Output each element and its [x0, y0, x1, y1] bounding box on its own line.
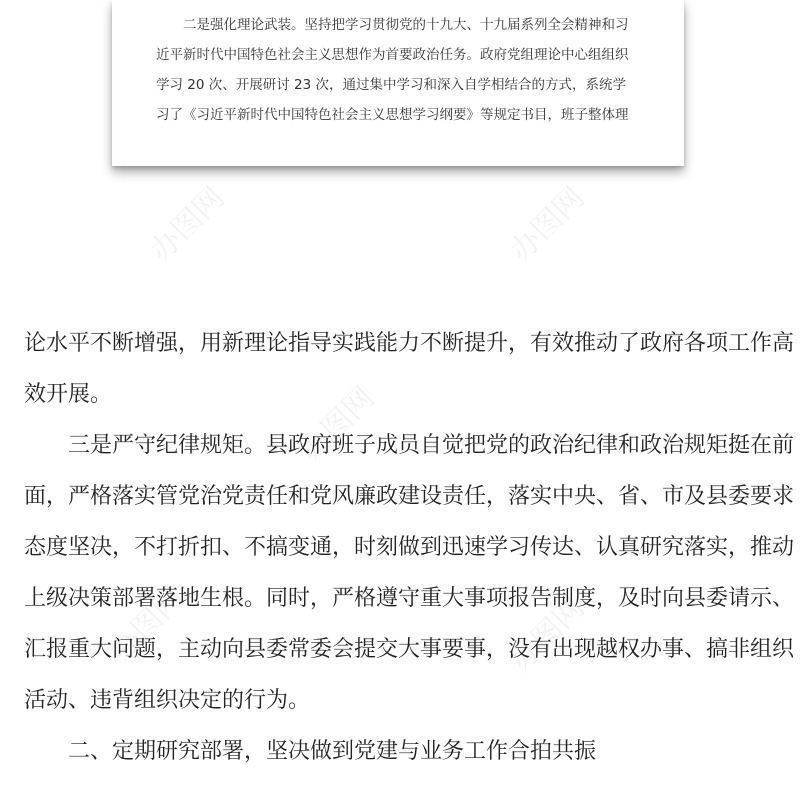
body-line-9: 二、定期研究部署，坚决做到党建与业务工作合拍共振 — [68, 739, 597, 764]
card-line-3: 学习 20 次、开展研讨 23 次，通过集中学习和深入自学相结合的方式，系统学 — [156, 77, 627, 93]
watermark: 办图网 — [293, 380, 382, 469]
body-line-8: 活动、违背组织决定的行为。 — [24, 688, 311, 713]
body-text — [24, 318, 795, 777]
card-line-1: 二是强化理论武装。坚持把学习贯彻党的十九大、十九届系列全会精神和习 — [183, 17, 629, 33]
body-line-6: 上级决策部署落地生根。同时，严格遵守重大事项报告制度，及时向县委请示、 — [24, 586, 795, 611]
card-line-2: 近平新时代中国特色社会主义思想作为首要政治任务。政府党组理论中心组组织 — [156, 47, 629, 63]
watermark: 办图网 — [103, 580, 192, 669]
card-line-4: 习了《习近平新时代中国特色社会主义思想学习纲要》等规定书目，班子整体理 — [156, 107, 629, 123]
body-line-5: 态度坚决，不打折扣、不搞变通，时刻做到迅速学习传达、认真研究落实，推动 — [24, 535, 795, 560]
watermark: 办图网 — [503, 180, 592, 269]
body-line-7: 汇报重大问题，主动向县委常委会提交大事要事，没有出现越权办事、搞非组织 — [24, 637, 795, 662]
body-line-4: 面，严格落实管党治党责任和党风廉政建设责任，落实中央、省、市及县委要求 — [24, 484, 795, 509]
body-line-1: 论水平不断增强，用新理论指导实践能力不断提升，有效推动了政府各项工作高 — [24, 331, 795, 356]
excerpt-card — [112, 0, 684, 166]
watermark: 办图网 — [143, 180, 232, 269]
watermark: 办图网 — [503, 590, 592, 679]
body-line-3: 三是严守纪律规矩。县政府班子成员自觉把党的政治纪律和政治规矩挺在前 — [68, 433, 795, 458]
body-line-2: 效开展。 — [24, 382, 113, 407]
